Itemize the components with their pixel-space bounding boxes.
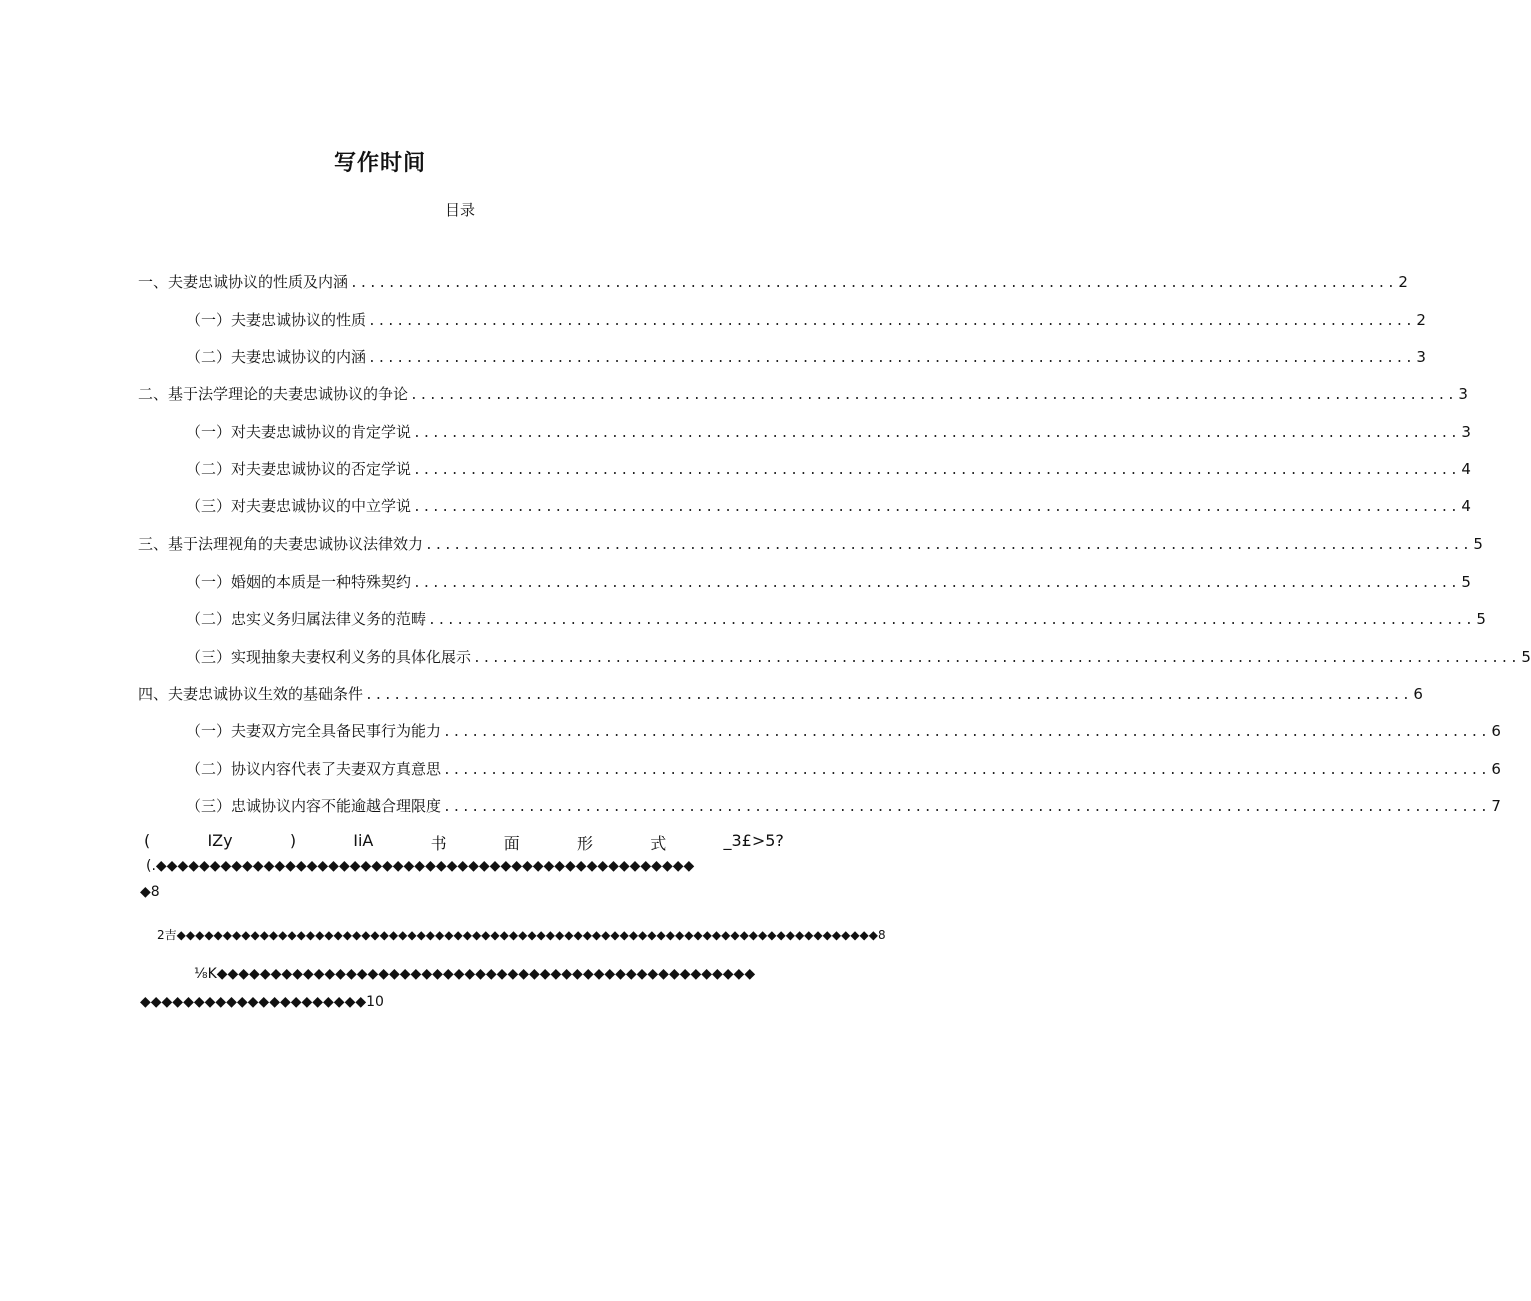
toc-entry-label: 三、基于法理视角的夫妻忠诚协议法律效力 (138, 535, 424, 553)
toc-entry-page: 2 (1398, 273, 1408, 291)
toc-heading: 目录 (444, 201, 475, 219)
toc-entry-label: （二）夫妻忠诚协议的内涵 (186, 348, 367, 366)
garbled-token: ) (289, 831, 297, 850)
toc-leader-dots: ............................................................................................................... (443, 725, 1490, 740)
toc-entry-label: 四、夫妻忠诚协议生效的基础条件 (138, 685, 364, 703)
toc-leader-dots: ............................................................................................................... (365, 688, 1412, 703)
garbled-diamond-line: (.◆◆◆◆◆◆◆◆◆◆◆◆◆◆◆◆◆◆◆◆◆◆◆◆◆◆◆◆◆◆◆◆◆◆◆◆◆◆◆◆◆◆◆◆◆◆◆◆◆◆ (146, 858, 695, 874)
garbled-token: ( (144, 831, 151, 850)
toc-leader-dots: ............................................................................................................... (410, 388, 1457, 403)
garbled-token: IZy (207, 831, 233, 850)
toc-entry-label: （一）夫妻双方完全具备民事行为能力 (186, 722, 442, 740)
toc-entry-label: （二）忠实义务归属法律义务的范畴 (186, 610, 427, 628)
garbled-token: _3£>5? (723, 831, 784, 850)
toc-entry[interactable] (186, 309, 1426, 330)
toc-entry-page: 5 (1476, 610, 1486, 628)
toc-leader-dots: ............................................................................................................... (443, 763, 1490, 778)
toc-entry-page: 2 (1416, 311, 1426, 329)
toc-entry-label: （二）协议内容代表了夫妻双方真意思 (186, 760, 442, 778)
toc-entry-page: 4 (1461, 460, 1471, 478)
toc-entry-page: 3 (1416, 348, 1426, 366)
toc-leader-dots: ............................................................................................................... (425, 538, 1472, 553)
toc-entry-label: 二、基于法学理论的夫妻忠诚协议的争论 (138, 385, 409, 403)
toc-entry[interactable] (186, 495, 1471, 516)
toc-entry[interactable] (186, 346, 1426, 367)
garbled-token: 书 (430, 834, 447, 853)
toc-entry-page: 3 (1458, 385, 1468, 403)
toc-entry-page: 3 (1461, 423, 1471, 441)
toc-entry-page: 7 (1491, 797, 1501, 815)
toc-entry-label: （一）对夫妻忠诚协议的肯定学说 (186, 423, 412, 441)
toc-entry[interactable] (186, 795, 1501, 816)
toc-entry[interactable] (186, 571, 1471, 592)
toc-leader-dots: ............................................................................................................... (413, 500, 1460, 515)
toc-entry[interactable] (186, 458, 1471, 479)
toc-entry-page: 6 (1413, 685, 1423, 703)
page-title: 写作时间 (333, 151, 426, 176)
toc-entry[interactable] (138, 271, 1408, 292)
garbled-toc-line (144, 831, 784, 854)
garbled-token: 面 (503, 834, 520, 853)
toc-entry-page: 5 (1461, 573, 1471, 591)
toc-entry-page: 5 (1473, 535, 1483, 553)
toc-entry[interactable] (186, 608, 1486, 629)
toc-entry[interactable] (138, 383, 1468, 404)
toc-entry-label: （三）实现抽象夫妻权利义务的具体化展示 (186, 648, 472, 666)
garbled-diamond-line: ◆◆◆◆◆◆◆◆◆◆◆◆◆◆◆◆◆◆◆◆◆10 (140, 994, 384, 1010)
toc-entry[interactable] (186, 720, 1501, 741)
toc-entry-page: 6 (1491, 722, 1501, 740)
garbled-diamond-line: ⅛K◆◆◆◆◆◆◆◆◆◆◆◆◆◆◆◆◆◆◆◆◆◆◆◆◆◆◆◆◆◆◆◆◆◆◆◆◆◆◆◆◆◆◆◆◆◆◆◆◆◆ (194, 966, 756, 982)
garbled-diamond-line: ◆8 (140, 884, 160, 900)
toc-entry-label: （一）婚姻的本质是一种特殊契约 (186, 573, 412, 591)
toc-entry[interactable] (186, 421, 1471, 442)
toc-entry[interactable] (138, 533, 1483, 554)
toc-leader-dots: ............................................................................................................... (413, 426, 1460, 441)
toc-leader-dots: ............................................................................................................... (473, 651, 1520, 666)
toc-entry-page: 6 (1491, 760, 1501, 778)
toc-leader-dots: ............................................................................................................... (413, 576, 1460, 591)
toc-entry[interactable] (186, 758, 1501, 779)
toc-entry-label: （三）忠诚协议内容不能逾越合理限度 (186, 797, 442, 815)
toc-entry-page: 4 (1461, 497, 1471, 515)
toc-entry[interactable] (186, 646, 1531, 667)
toc-leader-dots: ............................................................................................................... (443, 800, 1490, 815)
toc-leader-dots: ............................................................................................................... (413, 463, 1460, 478)
toc-leader-dots: ............................................................................................................... (368, 351, 1415, 366)
garbled-token: IiA (353, 831, 374, 850)
toc-entry-label: （三）对夫妻忠诚协议的中立学说 (186, 497, 412, 515)
toc-entry-label: 一、夫妻忠诚协议的性质及内涵 (138, 273, 349, 291)
garbled-token: 形 (577, 834, 594, 853)
toc-entry-label: （二）对夫妻忠诚协议的否定学说 (186, 460, 412, 478)
toc-entry-label: （一）夫妻忠诚协议的性质 (186, 311, 367, 329)
toc-entry-page: 5 (1521, 648, 1531, 666)
toc-leader-dots: ............................................................................................................... (368, 314, 1415, 329)
garbled-diamond-line: 2吉◆◆◆◆◆◆◆◆◆◆◆◆◆◆◆◆◆◆◆◆◆◆◆◆◆◆◆◆◆◆◆◆◆◆◆◆◆◆◆◆◆◆◆◆◆◆◆◆◆◆◆◆◆◆◆◆◆◆◆◆◆◆◆◆◆◆◆◆◆◆◆◆◆◆◆◆8 (157, 928, 886, 942)
garbled-token: 式 (650, 834, 667, 853)
toc-entry[interactable] (138, 683, 1423, 704)
toc-leader-dots: ............................................................................................................... (428, 613, 1475, 628)
toc-leader-dots: ............................................................................................................... (350, 276, 1397, 291)
